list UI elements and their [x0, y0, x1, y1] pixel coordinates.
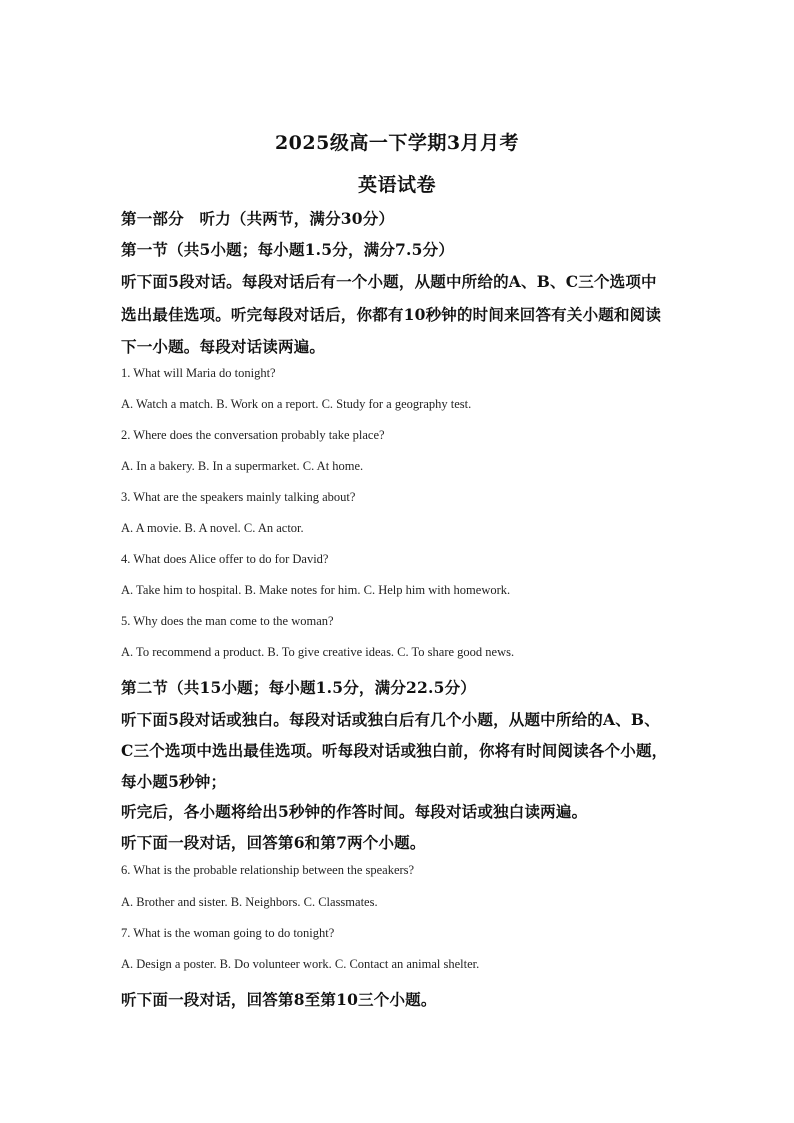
question-options: A. Brother and sister. B. Neighbors. C. Classmates. [121, 895, 378, 909]
section2-instruction-line: 听下面5段对话或独白。每段对话或独白后有几个小题，从题中所给的A、B、 [121, 710, 660, 729]
section1-heading: 第一节（共5小题；每小题1.5分，满分7.5分） [121, 240, 455, 259]
section1-instruction-line: 下一小题。每段对话读两遍。 [121, 337, 326, 356]
section2-instruction-line: 每小题5秒钟； [121, 772, 227, 791]
question-options: A. Take him to hospital. B. Make notes for him. C. Help him with homework. [121, 583, 511, 597]
question-stem: 3. What are the speakers mainly talking about? [121, 490, 356, 504]
question-stem: 6. What is the probable relationship between the speakers? [121, 863, 415, 877]
question-options: A. To recommend a product. B. To give creative ideas. C. To share good news. [121, 645, 515, 659]
question-stem: 2. Where does the conversation probably take place? [121, 428, 385, 442]
question-stem: 1. What will Maria do tonight? [121, 366, 276, 380]
exam-subtitle: 英语试卷 [357, 174, 436, 196]
section1-instruction-line: 听下面5段对话。每段对话后有一个小题，从题中所给的A、B、C三个选项中 [121, 272, 657, 291]
section2-heading: 第二节（共15小题；每小题1.5分，满分22.5分） [121, 678, 476, 697]
question-options: A. A movie. B. A novel. C. An actor. [121, 521, 304, 535]
question-options: A. Watch a match. B. Work on a report. C. Study for a geography test. [121, 397, 472, 411]
section2-instruction-line: 听完后，各小题将给出5秒钟的作答时间。每段对话或独白读两遍。 [121, 802, 588, 821]
exam-title: 2025级高一下学期3月月考 [274, 132, 520, 154]
question-options: A. In a bakery. B. In a supermarket. C. At home. [121, 459, 364, 473]
question-options: A. Design a poster. B. Do volunteer work. C. Contact an animal shelter. [121, 957, 480, 971]
dialogue-group-intro: 听下面一段对话，回答第6和第7两个小题。 [121, 833, 426, 852]
dialogue-group-intro: 听下面一段对话，回答第8至第10三个小题。 [121, 990, 437, 1009]
section2-instruction-line: C三个选项中选出最佳选项。听每段对话或独白前，你将有时间阅读各个小题， [121, 741, 668, 760]
question-stem: 5. Why does the man come to the woman? [121, 614, 334, 628]
question-stem: 7. What is the woman going to do tonight? [121, 926, 335, 940]
question-stem: 4. What does Alice offer to do for David? [121, 552, 329, 566]
section1-instruction-line: 选出最佳选项。听完每段对话后，你都有10秒钟的时间来回答有关小题和阅读 [121, 305, 662, 324]
part-heading: 第一部分 听力（共两节，满分30分） [121, 209, 395, 228]
